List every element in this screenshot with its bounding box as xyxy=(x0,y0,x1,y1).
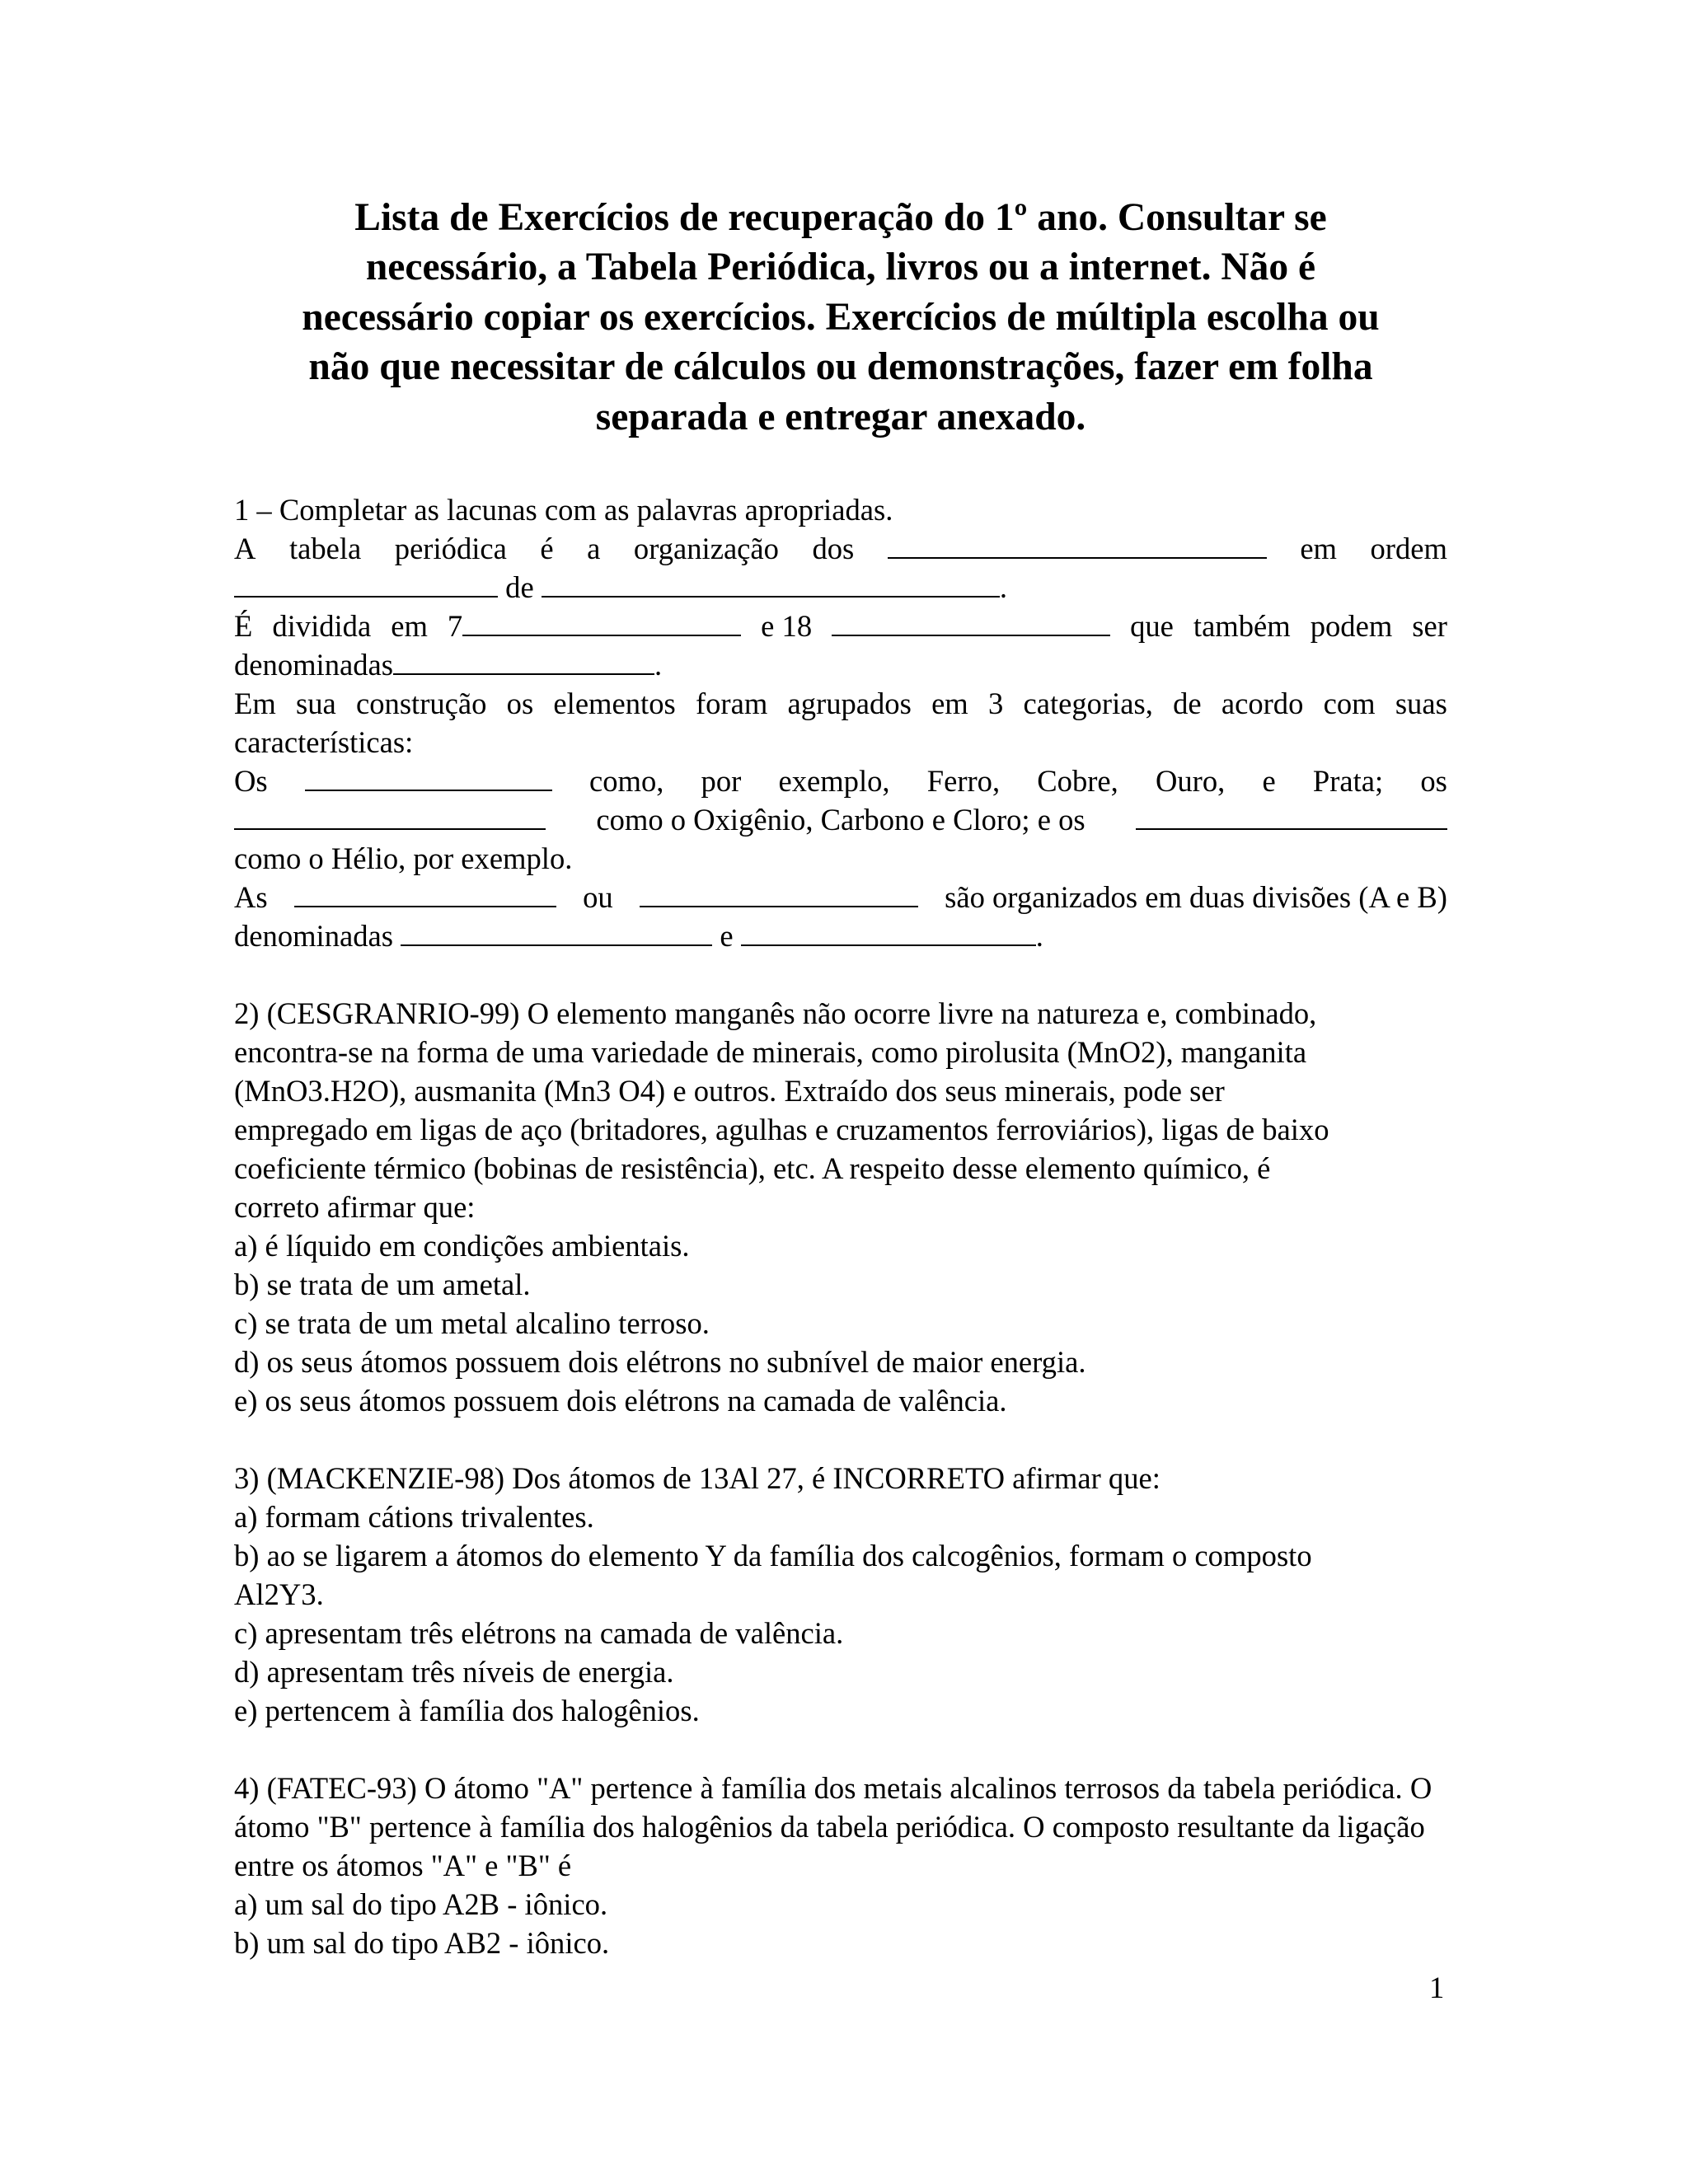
title-line: separada e entregar anexado. xyxy=(595,395,1086,438)
q4-line: 4) (FATEC-93) O átomo "A" pertence à família dos metais alcalinos terrosos da tabela periódica. O xyxy=(234,1771,1432,1805)
q2-option-c: c) se trata de um metal alcalino terroso. xyxy=(234,1306,710,1340)
fill-blank[interactable] xyxy=(234,574,498,598)
fill-blank[interactable] xyxy=(1136,807,1447,830)
q1-line-6: características: xyxy=(234,725,414,759)
q2-line: empregado em ligas de aço (britadores, agulhas e cruzamentos ferroviários), ligas de baixo xyxy=(234,1113,1329,1146)
page-title xyxy=(223,193,1459,442)
fill-blank[interactable] xyxy=(640,884,918,907)
q4-line: átomo "B" pertence à família dos halogênios da tabela periódica. O composto resultante da ligação xyxy=(234,1810,1425,1844)
fill-blank[interactable] xyxy=(888,536,1267,559)
q1-line-2: de . xyxy=(234,569,1007,606)
q2-option-e: e) os seus átomos possuem dois elétrons na camada de valência. xyxy=(234,1384,1007,1418)
q2-option-d: d) os seus átomos possuem dois elétrons no subnível de maior energia. xyxy=(234,1345,1086,1379)
q2-line: coeficiente térmico (bobinas de resistência), etc. A respeito desse elemento químico, é xyxy=(234,1151,1271,1185)
q3-option-c: c) apresentam três elétrons na camada de valência. xyxy=(234,1616,844,1650)
q4-option-a: a) um sal do tipo A2B - iônico. xyxy=(234,1887,608,1921)
q1-heading: 1 – Completar as lacunas com as palavras apropriadas. xyxy=(234,493,893,527)
q2-option-b: b) se trata de um ametal. xyxy=(234,1268,531,1301)
q1-line-8: como o Oxigênio, Carbono e Cloro; e os xyxy=(234,802,1447,838)
fill-blank[interactable] xyxy=(393,652,654,675)
q2-line: 2) (CESGRANRIO-99) O elemento manganês não ocorre livre na natureza e, combinado, xyxy=(234,996,1317,1030)
title-line: necessário copiar os exercícios. Exercícios de múltipla escolha ou xyxy=(302,295,1380,339)
q2-option-a: a) é líquido em condições ambientais. xyxy=(234,1229,690,1263)
title-line: Lista de Exercícios de recuperação do 1º ano. Consultar se xyxy=(354,196,1327,239)
q1-line-9: como o Hélio, por exemplo. xyxy=(234,841,573,875)
fill-blank[interactable] xyxy=(401,923,712,946)
title-line: não que necessitar de cálculos ou demonstrações, fazer em folha xyxy=(308,345,1373,389)
fill-blank[interactable] xyxy=(741,923,1036,946)
fill-blank[interactable] xyxy=(462,613,741,636)
q4-option-b: b) um sal do tipo AB2 - iônico. xyxy=(234,1926,610,1960)
q2-line: (MnO3.H2O), ausmanita (Mn3 O4) e outros. Extraído dos seus minerais, pode ser xyxy=(234,1074,1225,1108)
q1-line-7: Os como, por exemplo, Ferro, Cobre, Ouro, e Prata; os xyxy=(234,764,1447,798)
q3-option-b: b) ao se ligarem a átomos do elemento Y da família dos calcogênios, formam o composto xyxy=(234,1539,1312,1572)
q1-line-10: As ou são organizados em duas divisões (A e B) xyxy=(234,880,1447,914)
q3-option-e: e) pertencem à família dos halogênios. xyxy=(234,1694,700,1727)
q2-line: correto afirmar que: xyxy=(234,1190,476,1224)
q2-line: encontra-se na forma de uma variedade de minerais, como pirolusita (MnO2), manganita xyxy=(234,1035,1307,1069)
fill-blank[interactable] xyxy=(542,574,1000,598)
fill-blank[interactable] xyxy=(294,884,556,907)
q3-option-a: a) formam cátions trivalentes. xyxy=(234,1500,594,1534)
q1-line-5: Em sua construção os elementos foram agrupados em 3 categorias, de acordo com suas xyxy=(234,687,1447,720)
q1-line-1: A tabela periódica é a organização dos em ordem xyxy=(234,532,1447,565)
q1-line-3: É dividida em 7 e 18 que também podem ser xyxy=(234,609,1447,643)
q3-line: Al2Y3. xyxy=(234,1577,324,1611)
page-number: 1 xyxy=(1429,1971,1445,2004)
q4-line: entre os átomos "A" e "B" é xyxy=(234,1849,572,1882)
fill-blank[interactable] xyxy=(234,807,546,830)
q1-line-4: denominadas . xyxy=(234,648,663,682)
q3-line: 3) (MACKENZIE-98) Dos átomos de 13Al 27, é INCORRETO afirmar que: xyxy=(234,1461,1160,1495)
title-line: necessário, a Tabela Periódica, livros ou a internet. Não é xyxy=(365,246,1316,289)
q3-option-d: d) apresentam três níveis de energia. xyxy=(234,1655,674,1689)
fill-blank[interactable] xyxy=(832,613,1110,636)
fill-blank[interactable] xyxy=(305,768,552,791)
q1-line-11: denominadas e . xyxy=(234,919,1043,953)
